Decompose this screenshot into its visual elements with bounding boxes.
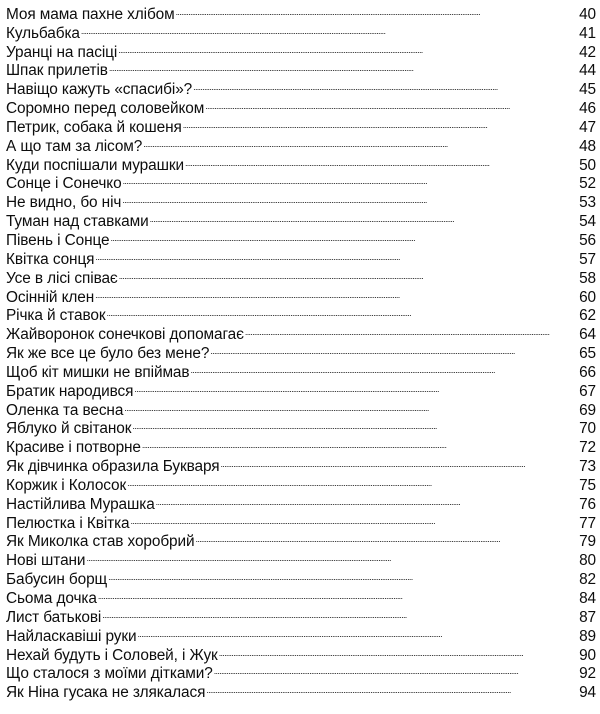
dot-leader xyxy=(127,471,578,490)
dot-leader xyxy=(176,0,578,19)
dot-leader xyxy=(143,132,578,151)
toc-entry-title: Настійлива Мурашка xyxy=(6,495,155,513)
toc-entry-title: Бабусин борщ xyxy=(6,571,108,589)
toc-entry-page-number: 84 xyxy=(579,590,596,607)
toc-entry-page-number: 50 xyxy=(579,156,596,174)
toc-entry-title: Шпак прилетів xyxy=(6,62,108,80)
toc-entry-title: Квітка сонця xyxy=(6,250,95,268)
dot-leader xyxy=(221,452,579,471)
table-of-contents xyxy=(6,0,596,702)
dot-leader xyxy=(81,19,578,38)
toc-entry xyxy=(6,245,596,268)
dot-leader xyxy=(142,433,578,452)
toc-entry xyxy=(6,38,596,61)
dot-leader xyxy=(109,57,578,76)
dot-leader xyxy=(214,660,578,679)
dot-leader xyxy=(95,245,578,264)
toc-entry-page-number: 47 xyxy=(579,118,596,136)
toc-entry-title: Як дівчинка образила Букваря xyxy=(6,458,220,476)
toc-entry-title: Нові штани xyxy=(6,552,86,570)
toc-entry-title: Яблуко й світанок xyxy=(6,420,132,438)
toc-entry-page-number: 60 xyxy=(579,288,596,306)
toc-entry-page-number: 76 xyxy=(579,495,596,513)
toc-entry-page-number: 56 xyxy=(579,231,596,249)
toc-entry-page-number: 40 xyxy=(579,5,596,23)
toc-entry-page-number: 80 xyxy=(579,552,596,570)
dot-leader xyxy=(123,170,579,189)
toc-entry xyxy=(6,546,596,570)
toc-entry-page-number: 82 xyxy=(579,571,596,589)
toc-entry-title: Кульбабка xyxy=(6,24,80,42)
toc-entry-title: Нехай будуть і Соловей, і Жук xyxy=(6,646,218,664)
toc-entry xyxy=(6,283,596,306)
toc-entry-page-number: 70 xyxy=(579,420,596,438)
toc-entry-title: Усе в лісі співає xyxy=(6,269,118,287)
toc-entry-title: Півень і Сонце xyxy=(6,231,110,249)
dot-leader xyxy=(150,207,578,226)
toc-entry-page-number: 58 xyxy=(579,269,596,287)
toc-entry-title: Навіщо кажуть «спасибі»? xyxy=(6,81,193,99)
toc-entry-page-number: 89 xyxy=(579,627,596,645)
toc-entry-page-number: 66 xyxy=(579,363,596,381)
toc-entry-page-number: 42 xyxy=(579,43,596,61)
dot-leader xyxy=(111,226,579,245)
dot-leader xyxy=(138,622,579,641)
dot-leader xyxy=(132,415,578,434)
toc-entry-page-number: 41 xyxy=(579,24,596,42)
toc-entry-page-number: 79 xyxy=(579,533,596,551)
toc-entry-page-number: 53 xyxy=(579,194,596,212)
toc-entry-page-number: 46 xyxy=(579,100,596,118)
dot-leader xyxy=(119,264,578,283)
toc-entry-title: Братик народився xyxy=(6,382,134,400)
dot-leader xyxy=(98,584,578,603)
dot-leader xyxy=(219,641,578,660)
toc-entry-title: Петрик, собака й кошеня xyxy=(6,118,182,136)
toc-entry-title: Оленка та весна xyxy=(6,401,124,419)
toc-entry xyxy=(6,0,596,23)
dot-leader xyxy=(205,94,578,113)
toc-entry-page-number: 87 xyxy=(579,608,596,626)
toc-entry-page-number: 48 xyxy=(579,137,596,155)
toc-entry-title: Моя мама пахне хлібом xyxy=(6,5,175,23)
toc-entry-title: Сонце і Сонечко xyxy=(6,175,122,193)
toc-entry-title: Уранці на пасіці xyxy=(6,43,118,61)
toc-entry-title: Туман над ставками xyxy=(6,213,149,231)
toc-entry xyxy=(6,302,596,325)
toc-entry-title: Найласкавіші руки xyxy=(6,627,137,645)
dot-leader xyxy=(134,377,578,396)
dot-leader xyxy=(108,565,578,584)
dot-leader xyxy=(131,509,579,528)
toc-entry-title: Як Ніна гусака не злякалася xyxy=(6,684,206,702)
dot-leader xyxy=(107,302,579,321)
dot-leader xyxy=(156,490,578,509)
toc-entry-page-number: 73 xyxy=(579,458,596,476)
toc-entry-title: А що там за лісом? xyxy=(6,137,143,155)
toc-entry-page-number: 72 xyxy=(579,439,596,457)
toc-entry-page-number: 64 xyxy=(579,326,596,344)
dot-leader xyxy=(185,151,578,170)
toc-entry-page-number: 77 xyxy=(579,514,596,532)
toc-entry xyxy=(6,565,596,589)
toc-entry-title: Коржик і Колосок xyxy=(6,476,127,494)
dot-leader xyxy=(124,396,578,415)
dot-leader xyxy=(183,113,578,132)
toc-entry-title: Осінній клен xyxy=(6,288,95,306)
toc-entry-title: Сьома дочка xyxy=(6,590,97,607)
toc-entry-page-number: 45 xyxy=(579,81,596,99)
dot-leader xyxy=(95,283,578,302)
toc-entry-title: Річка й ставок xyxy=(6,307,106,325)
dot-leader xyxy=(210,339,578,358)
toc-entry-title: Соромно перед соловейком xyxy=(6,100,205,118)
toc-entry-title: Щоб кіт мишки не впіймав xyxy=(6,363,190,381)
toc-entry-page-number: 67 xyxy=(579,382,596,400)
dot-leader xyxy=(102,603,578,622)
toc-entry-title: Що сталося з моїми дітками? xyxy=(6,665,213,683)
toc-entry-page-number: 90 xyxy=(579,646,596,664)
toc-entry-title: Не видно, бо ніч xyxy=(6,194,122,212)
dot-leader xyxy=(206,678,578,697)
dot-leader xyxy=(245,320,578,339)
toc-entry-title: Як же все це було без мене? xyxy=(6,345,210,363)
dot-leader xyxy=(122,188,578,207)
toc-entry-title: Красиве і потворне xyxy=(6,439,141,457)
toc-entry-page-number: 62 xyxy=(579,307,596,325)
toc-entry-page-number: 75 xyxy=(579,476,596,494)
toc-entry-title: Куди поспішали мурашки xyxy=(6,156,184,174)
toc-entry-page-number: 54 xyxy=(579,213,596,231)
toc-entry-page-number: 92 xyxy=(579,665,596,683)
toc-entry-page-number: 65 xyxy=(579,345,596,363)
toc-entry-page-number: 57 xyxy=(579,250,596,268)
dot-leader xyxy=(118,38,578,57)
dot-leader xyxy=(193,75,578,94)
dot-leader xyxy=(196,528,579,547)
toc-entry-title: Лист батькові xyxy=(6,608,102,626)
toc-entry-page-number: 44 xyxy=(579,62,596,80)
dot-leader xyxy=(86,546,578,565)
toc-entry-page-number: 94 xyxy=(579,684,596,702)
toc-entry xyxy=(6,264,596,287)
dot-leader xyxy=(190,358,578,377)
toc-entry-title: Як Миколка став хоробрий xyxy=(6,533,195,551)
toc-entry-title: Жайворонок сонечкові допомагає xyxy=(6,326,244,344)
toc-entry xyxy=(6,19,596,42)
toc-entry-title: Пелюстка і Квітка xyxy=(6,514,130,532)
toc-entry-page-number: 69 xyxy=(579,401,596,419)
toc-entry-page-number: 52 xyxy=(579,175,596,193)
